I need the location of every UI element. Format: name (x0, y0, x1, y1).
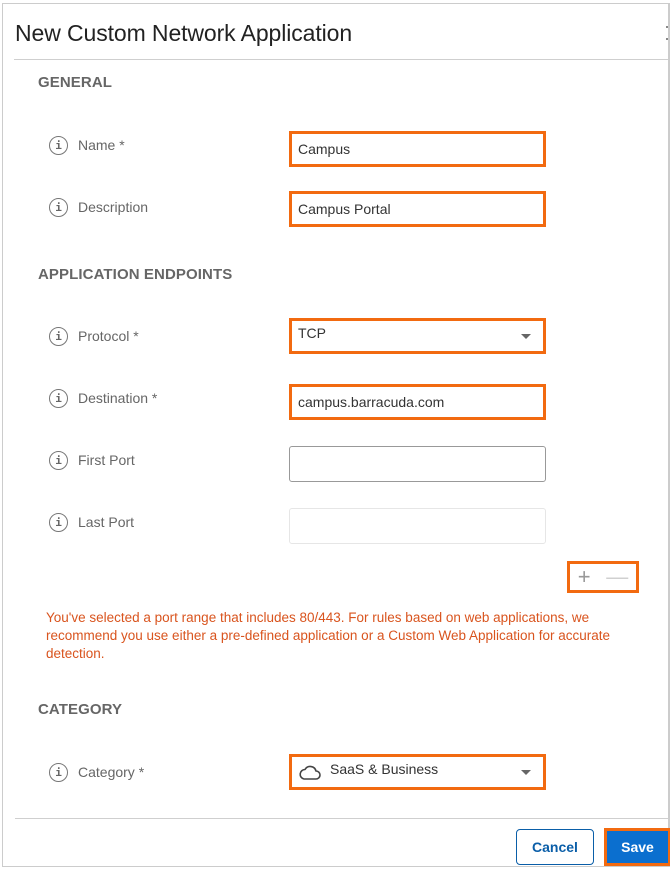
chevron-down-icon (521, 334, 531, 339)
footer-divider (15, 818, 668, 819)
section-heading-category: CATEGORY (38, 701, 123, 718)
info-icon[interactable]: i (49, 513, 68, 532)
category-label: Category * (78, 764, 145, 780)
new-custom-network-application-dialog (2, 3, 670, 867)
info-icon[interactable]: i (49, 763, 68, 782)
info-icon[interactable]: i (49, 389, 68, 408)
name-value: Campus (298, 141, 351, 157)
save-button[interactable]: Save (604, 828, 670, 866)
category-value: SaaS & Business (330, 761, 439, 777)
title-divider (14, 59, 668, 60)
remove-endpoint-button[interactable]: — (606, 564, 629, 589)
cancel-button[interactable]: Cancel (516, 829, 594, 865)
protocol-label: Protocol * (78, 328, 139, 344)
destination-value: campus.barracuda.com (298, 394, 445, 410)
protocol-select[interactable] (289, 318, 546, 354)
category-select[interactable] (289, 754, 546, 790)
close-icon[interactable] (666, 26, 670, 44)
destination-input[interactable] (289, 384, 546, 420)
first-port-input[interactable] (289, 446, 546, 482)
description-label: Description (78, 199, 149, 215)
last-port-label: Last Port (78, 514, 135, 530)
protocol-value: TCP (298, 325, 326, 341)
port-range-warning: You've selected a port range that includes 80/443. For rules based on web applications, we recommend you use either a pre-defined application or a Custom Web Application for accurate detection. (46, 610, 611, 661)
endpoint-add-remove-controls (567, 561, 639, 593)
section-heading-endpoints: APPLICATION ENDPOINTS (38, 266, 233, 283)
add-endpoint-button[interactable]: + (577, 564, 591, 589)
name-input[interactable] (289, 131, 546, 167)
section-heading-general: GENERAL (38, 74, 113, 91)
info-icon[interactable]: i (49, 136, 68, 155)
info-icon[interactable]: i (49, 198, 68, 217)
dialog-title: New Custom Network Application (15, 20, 353, 46)
name-label: Name * (78, 137, 125, 153)
last-port-input[interactable] (289, 508, 546, 544)
description-input[interactable] (289, 191, 546, 227)
cloud-icon (298, 763, 322, 781)
chevron-down-icon (521, 770, 531, 775)
info-icon[interactable]: i (49, 327, 68, 346)
first-port-label: First Port (78, 452, 135, 468)
info-icon[interactable]: i (49, 451, 68, 470)
destination-label: Destination * (78, 390, 158, 406)
description-value: Campus Portal (298, 201, 391, 217)
